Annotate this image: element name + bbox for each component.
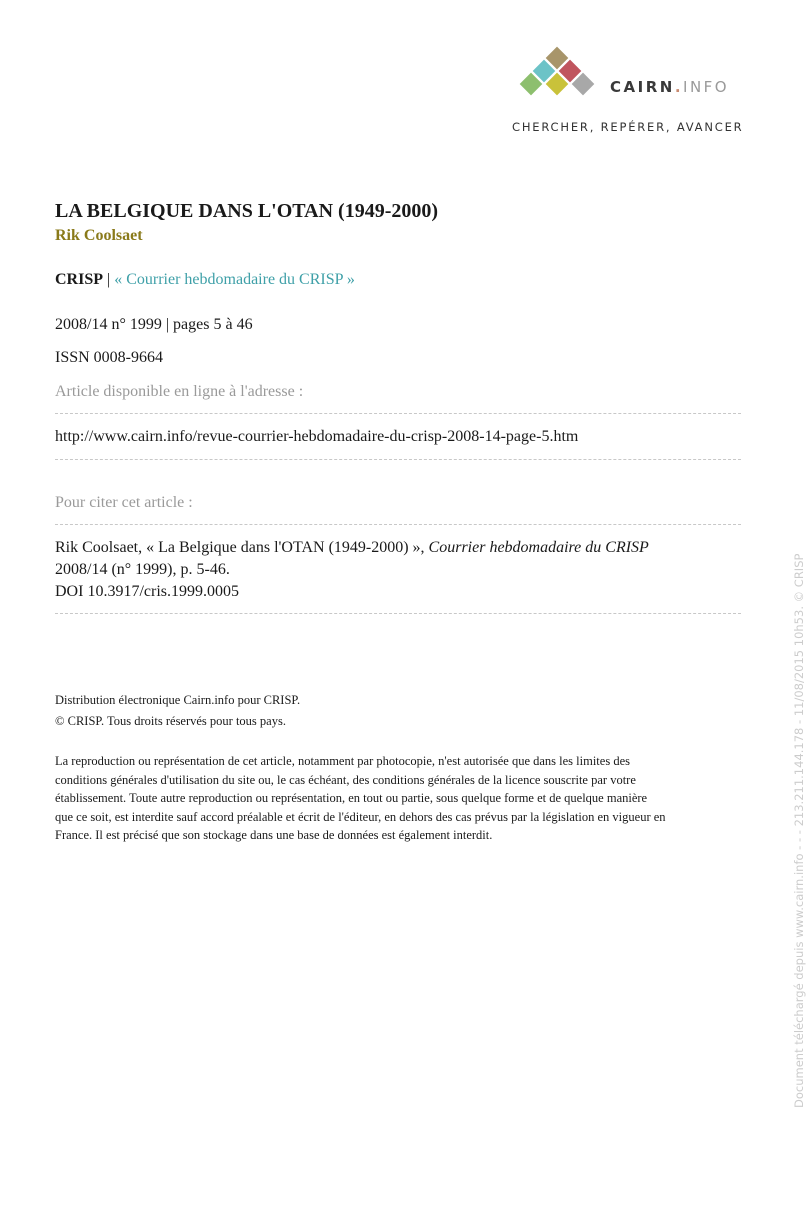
issn: ISSN 0008-9664	[55, 349, 164, 366]
citation-author-title: Rik Coolsaet, « La Belgique dans l'OTAN (1949-2000) »,	[55, 539, 425, 556]
download-watermark: Document téléchargé depuis www.cairn.info - - - 213.211.144.178 - 11/08/2015 10h53. © CRISP	[792, 553, 806, 1108]
article-title: LA BELGIQUE DANS L'OTAN (1949-2000)	[55, 200, 439, 222]
logo-brand: CAIRN	[610, 78, 675, 96]
journal-link[interactable]: « Courrier hebdomadaire du CRISP »	[114, 271, 355, 288]
divider	[55, 524, 741, 525]
cairn-logo	[512, 44, 762, 144]
publisher-separator: |	[107, 271, 111, 288]
issue-info: 2008/14 n° 1999 | pages 5 à 46	[55, 316, 253, 333]
divider	[55, 459, 741, 460]
copyright-line: © CRISP. Tous droits réservés pour tous pays.	[55, 714, 286, 728]
legal-notice: La reproduction ou représentation de cet article, notamment par photocopie, n'est autorisée que dans les limites des conditions générales d'utilisation du site ou, le cas échéant, des conditions générales de la licence souscrite par votre établissement. Toute autre reproduction ou représentation, en tout ou partie, sous quelque forme et de quelque manière que ce soit, est interdite sauf accord préalable et écrit de l'éditeur, en dehors des cas prévus par la législation en vigueur en France. Il est précisé que son stockage dans une base de données est également interdit.	[55, 754, 666, 842]
article-author: Rik Coolsaet	[55, 227, 143, 244]
citation-line-1	[55, 539, 649, 557]
publisher-line	[55, 271, 355, 289]
cairn-diamonds-icon	[512, 44, 608, 108]
citation-journal: Courrier hebdomadaire du CRISP	[428, 539, 649, 556]
citation-doi: DOI 10.3917/cris.1999.0005	[55, 583, 239, 600]
logo-suffix: INFO	[683, 78, 730, 96]
logo-tagline: CHERCHER, REPÉRER, AVANCER	[512, 120, 744, 134]
divider	[55, 413, 741, 414]
logo-wordmark	[610, 78, 729, 96]
cite-label: Pour citer cet article :	[55, 494, 193, 511]
citation-line-2: 2008/14 (n° 1999), p. 5-46.	[55, 561, 230, 578]
online-label: Article disponible en ligne à l'adresse :	[55, 383, 304, 400]
logo-dot: .	[674, 78, 684, 96]
publisher-name[interactable]: CRISP	[55, 271, 104, 288]
article-url[interactable]: http://www.cairn.info/revue-courrier-hebdomadaire-du-crisp-2008-14-page-5.htm	[55, 428, 579, 445]
distribution-line: Distribution électronique Cairn.info pour CRISP.	[55, 693, 301, 707]
divider	[55, 613, 741, 614]
